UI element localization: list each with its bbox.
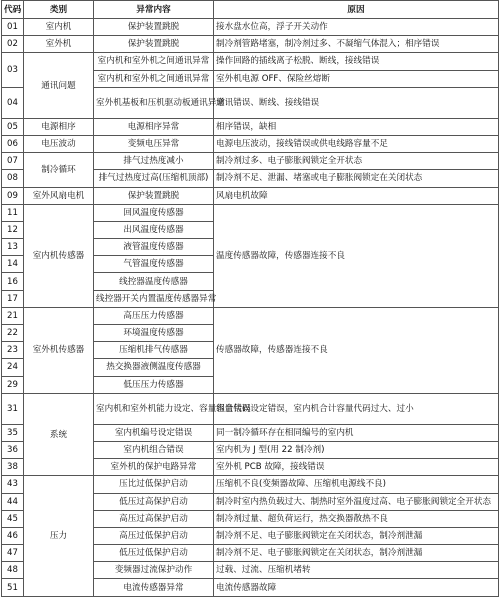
table-row	[2, 36, 499, 53]
abnormal-cell: 低压过低保护启动	[94, 545, 214, 562]
category-cell: 制冷循环	[24, 153, 94, 187]
table-header-row	[2, 1, 499, 19]
code-cell: 46	[2, 527, 24, 544]
cause-cell: 相序错误，缺相	[214, 118, 499, 135]
abnormal-cell: 压缩机排气传感器	[94, 342, 214, 359]
abnormal-cell: 保护装置跳脱	[94, 36, 214, 53]
abnormal-cell: 排气过热度过高(压缩机顶部)	[94, 170, 214, 187]
abnormal-cell: 低压压力传感器	[94, 376, 214, 393]
table-row	[2, 204, 499, 221]
code-cell: 06	[2, 135, 24, 152]
cause-cell: 传感器故障，传感器连接不良	[214, 307, 499, 393]
cause-cell: 制冷剂不足、电子膨胀阀锁定在关闭状态，制冷剂泄漏	[214, 527, 499, 544]
abnormal-cell: 高压过高保护启动	[94, 510, 214, 527]
code-cell: 02	[2, 36, 24, 53]
abnormal-cell: 压比过低保护启动	[94, 476, 214, 493]
abnormal-cell: 线控器开关内置温度传感器异常	[94, 290, 214, 307]
abnormal-cell: 室内机编号设定错误	[94, 424, 214, 441]
code-cell: 29	[2, 376, 24, 393]
cause-cell: 接水盘水位高，浮子开关动作	[214, 19, 499, 36]
code-cell: 17	[2, 290, 24, 307]
code-cell: 45	[2, 510, 24, 527]
cause-cell: 制冷剂不足、泄漏、堵塞或电子膨胀阀锁定在关闭状态	[214, 170, 499, 187]
code-cell: 03	[2, 53, 24, 87]
abnormal-cell: 环境温度传感器	[94, 325, 214, 342]
abnormal-cell: 出风温度传感器	[94, 221, 214, 238]
table-row	[2, 187, 499, 204]
table-row	[2, 307, 499, 324]
table-row	[2, 476, 499, 493]
code-cell: 22	[2, 325, 24, 342]
header-category: 类别	[24, 1, 94, 19]
table-row	[2, 135, 499, 152]
category-cell: 系统	[24, 393, 94, 476]
code-cell: 21	[2, 307, 24, 324]
abnormal-cell: 保护装置跳脱	[94, 187, 214, 204]
cause-cell: 室内机为 J 型(用 22 制冷剂)	[214, 441, 499, 458]
code-cell: 31	[2, 393, 24, 424]
abnormal-cell: 室内机和室外机之间通讯异常	[94, 53, 214, 70]
code-cell: 51	[2, 579, 24, 596]
code-cell: 11	[2, 204, 24, 221]
cause-cell: 室外机 PCB 故障，接线错误	[214, 459, 499, 476]
cause-cell: 室外机电源 OFF、保险丝熔断	[214, 70, 499, 87]
header-cause: 原因	[214, 1, 499, 19]
cause-cell: 制冷剂过多、电子膨胀阀锁定全开状态	[214, 153, 499, 170]
abnormal-cell: 排气过热度减小	[94, 153, 214, 170]
code-cell: 47	[2, 545, 24, 562]
cause-cell: 制冷剂管路堵塞，制冷剂过多、不凝缩气体混入；相序错误	[214, 36, 499, 53]
cause-cell: 电源电压波动，接线错误或供电线路容量不足	[214, 135, 499, 152]
code-cell: 08	[2, 170, 24, 187]
code-cell: 43	[2, 476, 24, 493]
category-cell: 室外风扇电机	[24, 187, 94, 204]
code-cell: 36	[2, 441, 24, 458]
category-cell: 室内机传感器	[24, 204, 94, 307]
code-cell: 12	[2, 221, 24, 238]
abnormal-cell: 变频器过流保护动作	[94, 562, 214, 579]
abnormal-cell: 低压过高保护启动	[94, 493, 214, 510]
abnormal-cell: 电流传感器异常	[94, 579, 214, 596]
category-cell: 室外机	[24, 36, 94, 53]
code-cell: 05	[2, 118, 24, 135]
error-code-table	[1, 0, 499, 597]
code-cell: 16	[2, 273, 24, 290]
abnormal-cell: 液管温度传感器	[94, 239, 214, 256]
category-cell: 室外机传感器	[24, 307, 94, 393]
code-cell: 13	[2, 239, 24, 256]
cause-cell: 制冷剂不足、电子膨胀阀锁定在关闭状态，制冷剂泄漏	[214, 545, 499, 562]
category-cell: 压力	[24, 476, 94, 596]
category-cell: 通讯问题	[24, 53, 94, 118]
cause-cell: 电流传感器故障	[214, 579, 499, 596]
category-cell: 电源相序	[24, 118, 94, 135]
table-row	[2, 153, 499, 170]
code-cell: 38	[2, 459, 24, 476]
header-code: 代码	[2, 1, 24, 19]
abnormal-cell: 电源相序异常	[94, 118, 214, 135]
table-row	[2, 53, 499, 70]
table-row	[2, 19, 499, 36]
abnormal-cell: 线控器温度传感器	[94, 273, 214, 290]
abnormal-cell: 回风温度传感器	[94, 204, 214, 221]
code-cell: 48	[2, 562, 24, 579]
abnormal-cell: 室外机的保护电路异常	[94, 459, 214, 476]
code-cell: 44	[2, 493, 24, 510]
code-cell: 23	[2, 342, 24, 359]
table-row	[2, 393, 499, 424]
abnormal-cell: 室内机和室外机能力设定、容量组合错误	[94, 393, 214, 424]
code-cell: 09	[2, 187, 24, 204]
code-cell: 24	[2, 359, 24, 376]
abnormal-cell: 室内机组合错误	[94, 441, 214, 458]
category-cell: 室内机	[24, 19, 94, 36]
cause-cell: 操作回路的插线离子松脱、断线，接线错误	[214, 53, 499, 70]
cause-cell: 同一制冷循环存在相同编号的室内机	[214, 424, 499, 441]
cause-cell: 风扇电机故障	[214, 187, 499, 204]
abnormal-cell: 保护装置跳脱	[94, 19, 214, 36]
category-cell: 电压波动	[24, 135, 94, 152]
abnormal-cell: 高压压力传感器	[94, 307, 214, 324]
code-cell: 04	[2, 87, 24, 118]
abnormal-cell: 变频电压异常	[94, 135, 214, 152]
cause-cell: 通讯错误、断线、接线错误	[214, 87, 499, 118]
abnormal-cell: 热交换器液侧温度传感器	[94, 359, 214, 376]
table-row	[2, 118, 499, 135]
cause-cell: 制冷时室内热负载过大、制热时室外温度过高、电子膨胀阀锁定全开状态	[214, 493, 499, 510]
code-cell: 14	[2, 256, 24, 273]
abnormal-cell: 高压过低保护启动	[94, 527, 214, 544]
code-cell: 01	[2, 19, 24, 36]
cause-cell: 制冷剂过量、超负荷运行，热交换器散热不良	[214, 510, 499, 527]
code-cell: 35	[2, 424, 24, 441]
cause-cell: 压缩机不良(变频器故障、压缩机电源线不良)	[214, 476, 499, 493]
abnormal-cell: 室外机基板和压机驱动板通讯异常	[94, 87, 214, 118]
cause-cell: 过载、过流、压缩机堵转	[214, 562, 499, 579]
cause-cell: 容量代码设定错误，室内机合计容量代码过大、过小	[214, 393, 499, 424]
code-cell: 07	[2, 153, 24, 170]
header-abnormal: 异常内容	[94, 1, 214, 19]
abnormal-cell: 气管温度传感器	[94, 256, 214, 273]
cause-cell: 温度传感器故障，传感器连接不良	[214, 204, 499, 307]
abnormal-cell: 室内机和室外机之间通讯异常	[94, 70, 214, 87]
